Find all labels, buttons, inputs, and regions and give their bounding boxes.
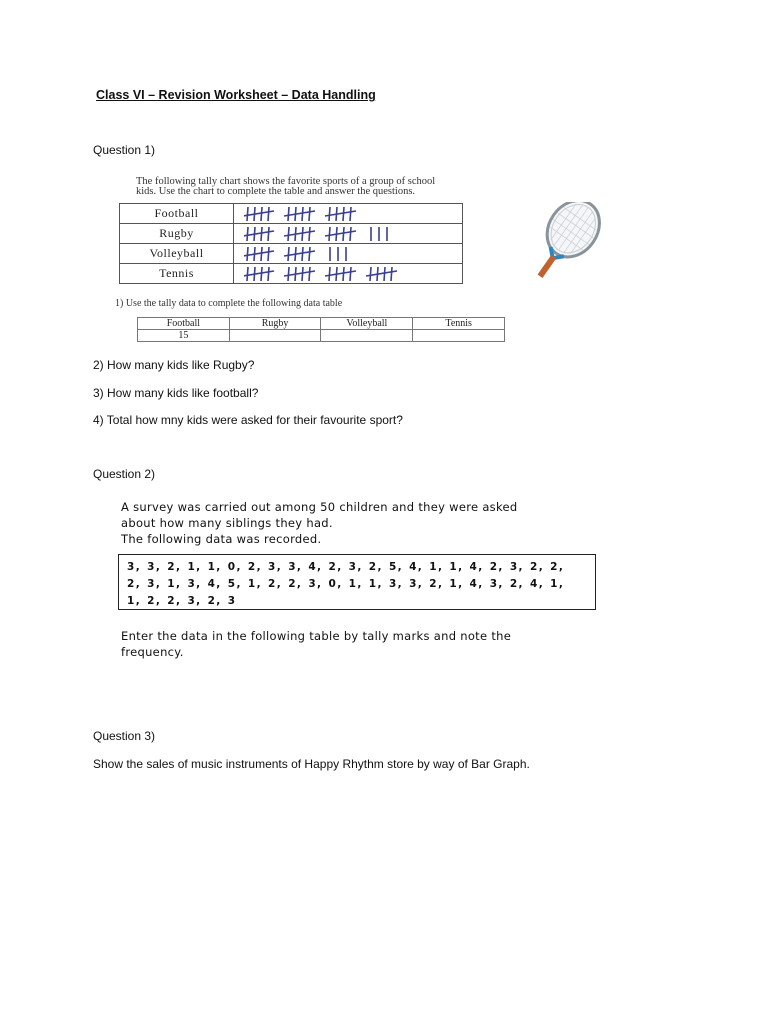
q2-instruction-line-1: Enter the data in the following table by tally marks and note the xyxy=(121,629,512,643)
data-table xyxy=(137,317,505,342)
tally-marks xyxy=(234,244,463,264)
tally-chart xyxy=(119,203,463,284)
tally-stroke xyxy=(350,207,351,221)
tally-stroke xyxy=(261,227,262,241)
question-2-heading: Question 2) xyxy=(93,467,156,481)
sibling-data-line-1: 3, 3, 2, 1, 1, 0, 2, 3, 3, 4, 2, 3, 2, 5, 4, 1, 1, 4, 2, 3, 2, 2, xyxy=(127,561,565,573)
question-1-heading: Question 1) xyxy=(93,143,156,157)
tally-stroke xyxy=(268,207,269,221)
tally-stroke xyxy=(268,267,269,281)
tally-stroke xyxy=(288,247,289,261)
tally-cross-stroke xyxy=(244,211,274,216)
question-2-image xyxy=(90,497,605,667)
data-table-value-row xyxy=(138,330,505,342)
q2-intro-line-2: about how many siblings they had. xyxy=(121,516,333,530)
tennis-racket-icon xyxy=(529,202,609,284)
data-table-cell xyxy=(321,330,413,342)
q1-sub-question: 1) Use the tally data to complete the following data table xyxy=(115,298,343,309)
tally-row xyxy=(120,264,463,284)
tally-stroke xyxy=(391,267,392,281)
tally-marks xyxy=(234,204,463,224)
tally-stroke xyxy=(309,207,310,221)
tally-stroke xyxy=(302,207,303,221)
q2-intro-line-1: A survey was carried out among 50 children and they were asked xyxy=(121,500,518,514)
tally-stroke xyxy=(329,267,330,281)
tally-stroke xyxy=(261,207,262,221)
tally-stroke xyxy=(247,267,248,281)
tally-stroke xyxy=(302,247,303,261)
q2-instruction xyxy=(121,628,511,660)
tally-stroke xyxy=(247,247,248,261)
tally-stroke xyxy=(384,267,385,281)
sibling-data-box xyxy=(118,554,596,610)
tally-stroke xyxy=(302,267,303,281)
q1-intro-line-1: The following tally chart shows the favorite sports of a group of school xyxy=(136,176,436,187)
data-table-header: Tennis xyxy=(413,318,505,330)
q1-question-2: 2) How many kids like Rugby? xyxy=(93,358,255,372)
data-table-header-row xyxy=(138,318,505,330)
q2-intro-line-3: The following data was recorded. xyxy=(121,532,322,546)
tally-cross-stroke xyxy=(244,251,274,256)
tally-stroke xyxy=(350,267,351,281)
tally-sport-label: Rugby xyxy=(120,224,234,244)
tally-row xyxy=(120,244,463,264)
tally-sport-label: Volleyball xyxy=(120,244,234,264)
tally-stroke xyxy=(309,247,310,261)
tally-stroke xyxy=(247,207,248,221)
tally-stroke xyxy=(302,227,303,241)
tally-stroke xyxy=(261,267,262,281)
tally-stroke xyxy=(343,207,344,221)
data-table-cell xyxy=(413,330,505,342)
tally-stroke xyxy=(268,247,269,261)
tally-stroke xyxy=(309,267,310,281)
worksheet-title: Class VI – Revision Worksheet – Data Handling xyxy=(96,88,376,102)
tally-stroke xyxy=(261,247,262,261)
tally-stroke xyxy=(288,267,289,281)
tally-stroke xyxy=(268,227,269,241)
tally-stroke xyxy=(309,227,310,241)
data-table-header: Football xyxy=(138,318,230,330)
data-table-header: Volleyball xyxy=(321,318,413,330)
q3-instruction: Show the sales of music instruments of Happy Rhythm store by way of Bar Graph. xyxy=(93,757,530,771)
tally-row xyxy=(120,204,463,224)
tally-sport-label: Football xyxy=(120,204,234,224)
tally-stroke xyxy=(350,227,351,241)
tally-stroke xyxy=(370,267,371,281)
q1-question-4: 4) Total how mny kids were asked for their favourite sport? xyxy=(93,413,403,427)
q1-intro xyxy=(136,177,576,197)
tally-marks xyxy=(234,264,463,284)
tally-stroke xyxy=(247,227,248,241)
data-table-header: Rugby xyxy=(229,318,321,330)
q2-intro xyxy=(121,499,518,547)
tally-sport-label: Tennis xyxy=(120,264,234,284)
q1-question-3: 3) How many kids like football? xyxy=(93,386,259,400)
sibling-data-line-2: 2, 3, 1, 3, 4, 5, 1, 2, 2, 3, 0, 1, 1, 3, 3, 2, 1, 4, 3, 2, 4, 1, xyxy=(127,578,565,590)
data-table-cell: 15 xyxy=(138,330,230,342)
tally-cross-stroke xyxy=(244,271,274,276)
tally-row xyxy=(120,224,463,244)
q1-intro-line-2: kids. Use the chart to complete the table and answer the questions. xyxy=(136,186,416,197)
question-1-image xyxy=(115,172,610,342)
tally-stroke xyxy=(329,207,330,221)
tally-stroke xyxy=(343,227,344,241)
tally-stroke xyxy=(343,267,344,281)
tally-cross-stroke xyxy=(244,231,274,236)
tally-marks xyxy=(234,224,463,244)
q2-instruction-line-2: frequency. xyxy=(121,645,184,659)
tally-stroke xyxy=(329,227,330,241)
question-3-heading: Question 3) xyxy=(93,729,156,743)
sibling-data-line-3: 1, 2, 2, 3, 2, 3 xyxy=(127,595,237,607)
tally-stroke xyxy=(288,227,289,241)
tally-stroke xyxy=(288,207,289,221)
data-table-cell xyxy=(229,330,321,342)
